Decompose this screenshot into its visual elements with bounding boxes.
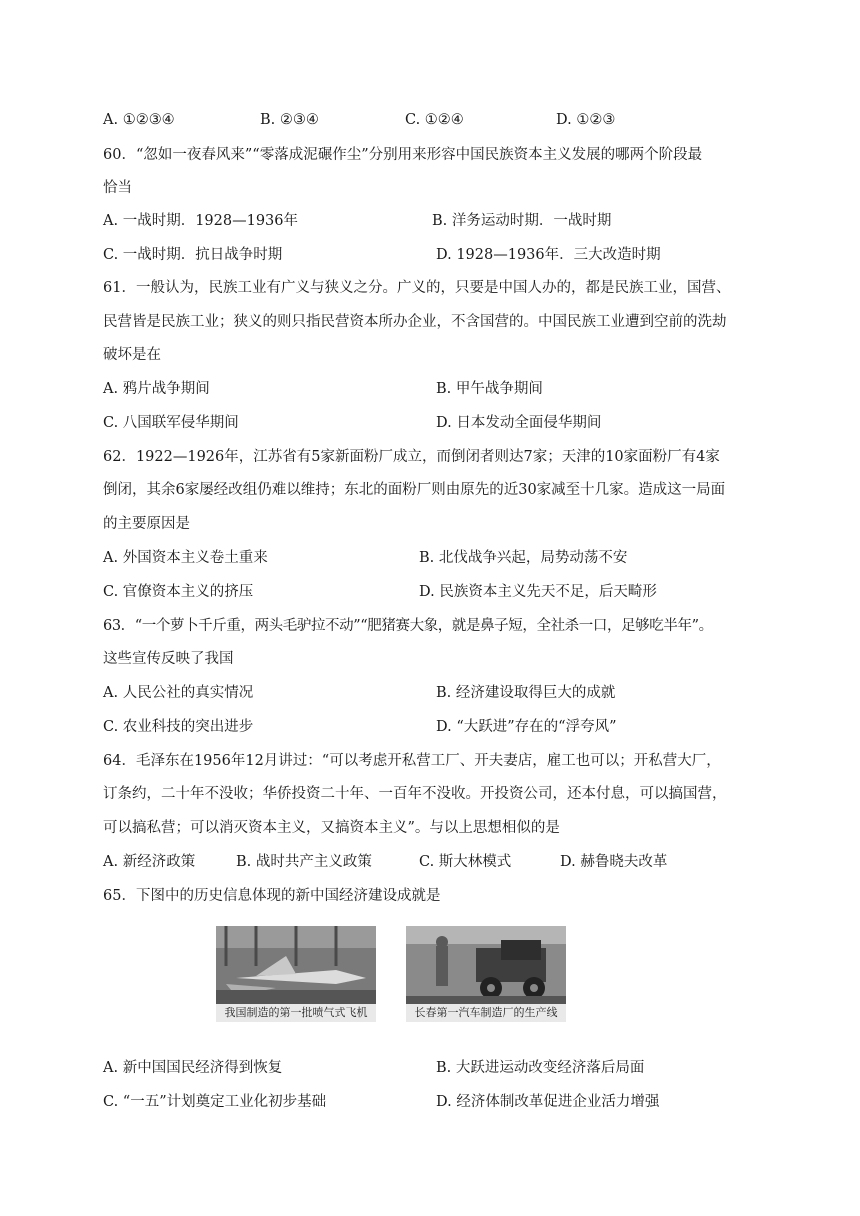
q63-option-c: C. 农业科技的突出进步 xyxy=(103,719,254,735)
q65-option-b: B. 大跃进运动改变经济落后局面 xyxy=(436,1060,645,1076)
q62-stem-line-2: 倒闭，其余6家屡经改组仍难以维持；东北的面粉厂则由原先的近30家减至十几家。造成这一局面 xyxy=(103,482,726,498)
q62-option-d: D. 民族资本主义先天不足，后天畸形 xyxy=(419,584,657,600)
q64-stem-line-1: 64．毛泽东在1956年12月讲过：“可以考虑开私营工厂、开夫妻店，雇工也可以；开私营大厂， xyxy=(103,753,721,769)
q63-option-a: A. 人民公社的真实情况 xyxy=(103,685,254,701)
jet-aircraft-icon xyxy=(216,926,376,1004)
q63-stem-line-2: 这些宣传反映了我国 xyxy=(103,651,234,667)
q62-option-c: C. 官僚资本主义的挤压 xyxy=(103,584,254,600)
q61-stem-line-3: 破坏是在 xyxy=(103,347,161,363)
q60-option-b: B. 洋务运动时期．一战时期 xyxy=(432,213,612,229)
q64-option-d: D. 赫鲁晓夫改革 xyxy=(560,854,668,870)
car-production-photo xyxy=(406,926,566,1022)
q63-option-b: B. 经济建设取得巨大的成就 xyxy=(436,685,616,701)
car-production-caption: 长春第一汽车制造厂的生产线 xyxy=(406,1004,566,1022)
q65-option-c: C. “一五”计划奠定工业化初步基础 xyxy=(103,1094,327,1110)
q62-stem-line-1: 62．1922—1926年，江苏省有5家新面粉厂成立，而倒闭者则达7家；天津的10家面粉厂有4家 xyxy=(103,449,720,465)
q65-stem-line-1: 65．下图中的历史信息体现的新中国经济建设成就是 xyxy=(103,888,441,904)
jet-aircraft-photo xyxy=(216,926,376,1022)
q61-option-a: A. 鸦片战争期间 xyxy=(103,381,210,397)
jet-aircraft-caption: 我国制造的第一批喷气式飞机 xyxy=(216,1004,376,1022)
q64-option-c: C. 斯大林模式 xyxy=(419,854,512,870)
q62-option-a: A. 外国资本主义卷土重来 xyxy=(103,550,268,566)
q61-stem-line-1: 61．一般认为，民族工业有广义与狭义之分。广义的，只要是中国人办的，都是民族工业，国营、 xyxy=(103,280,731,296)
q64-option-b: B. 战时共产主义政策 xyxy=(236,854,372,870)
q60-option-a: A. 一战时期．1928—1936年 xyxy=(103,213,298,229)
q65-option-a: A. 新中国国民经济得到恢复 xyxy=(103,1060,283,1076)
q59-option-c: C. ①②④ xyxy=(405,112,464,128)
q61-stem-line-2: 民营皆是民族工业；狭义的则只指民营资本所办企业，不含国营的。中国民族工业遭到空前的洗劫 xyxy=(103,314,727,330)
q64-stem-line-3: 可以搞私营；可以消灭资本主义，又搞资本主义”。与以上思想相似的是 xyxy=(103,820,560,836)
q63-stem-line-1: 63．“一个萝卜千斤重，两头毛驴拉不动”“肥猪赛大象，就是鼻子短，全社杀一口，足够吃半年”。 xyxy=(103,618,713,634)
q64-stem-line-2: 订条约，二十年不没收；华侨投资二十年、一百年不没收。开投资公司，还本付息，可以搞国营， xyxy=(103,786,727,802)
q59-option-d: D. ①②③ xyxy=(556,112,616,128)
q60-stem-line-2: 恰当 xyxy=(103,180,132,196)
truck-icon xyxy=(406,926,566,1004)
q62-stem-line-3: 的主要原因是 xyxy=(103,516,190,532)
q60-stem-line-1: 60．“忽如一夜春风来”“零落成泥碾作尘”分别用来形容中国民族资本主义发展的哪两个阶段最 xyxy=(103,147,703,163)
q59-option-a: A. ①②③④ xyxy=(103,112,175,128)
q61-option-c: C. 八国联军侵华期间 xyxy=(103,415,239,431)
q64-option-a: A. 新经济政策 xyxy=(103,854,196,870)
q61-option-d: D. 日本发动全面侵华期间 xyxy=(436,415,602,431)
q65-option-d: D. 经济体制改革促进企业活力增强 xyxy=(436,1094,660,1110)
q60-option-d: D. 1928—1936年．三大改造时期 xyxy=(436,247,661,263)
q59-option-b: B. ②③④ xyxy=(260,112,319,128)
q65-figure xyxy=(176,918,586,1046)
q60-option-c: C. 一战时期．抗日战争时期 xyxy=(103,247,283,263)
q63-option-d: D. “大跃进”存在的“浮夸风” xyxy=(436,719,617,735)
q62-option-b: B. 北伐战争兴起，局势动荡不安 xyxy=(419,550,628,566)
q61-option-b: B. 甲午战争期间 xyxy=(436,381,543,397)
